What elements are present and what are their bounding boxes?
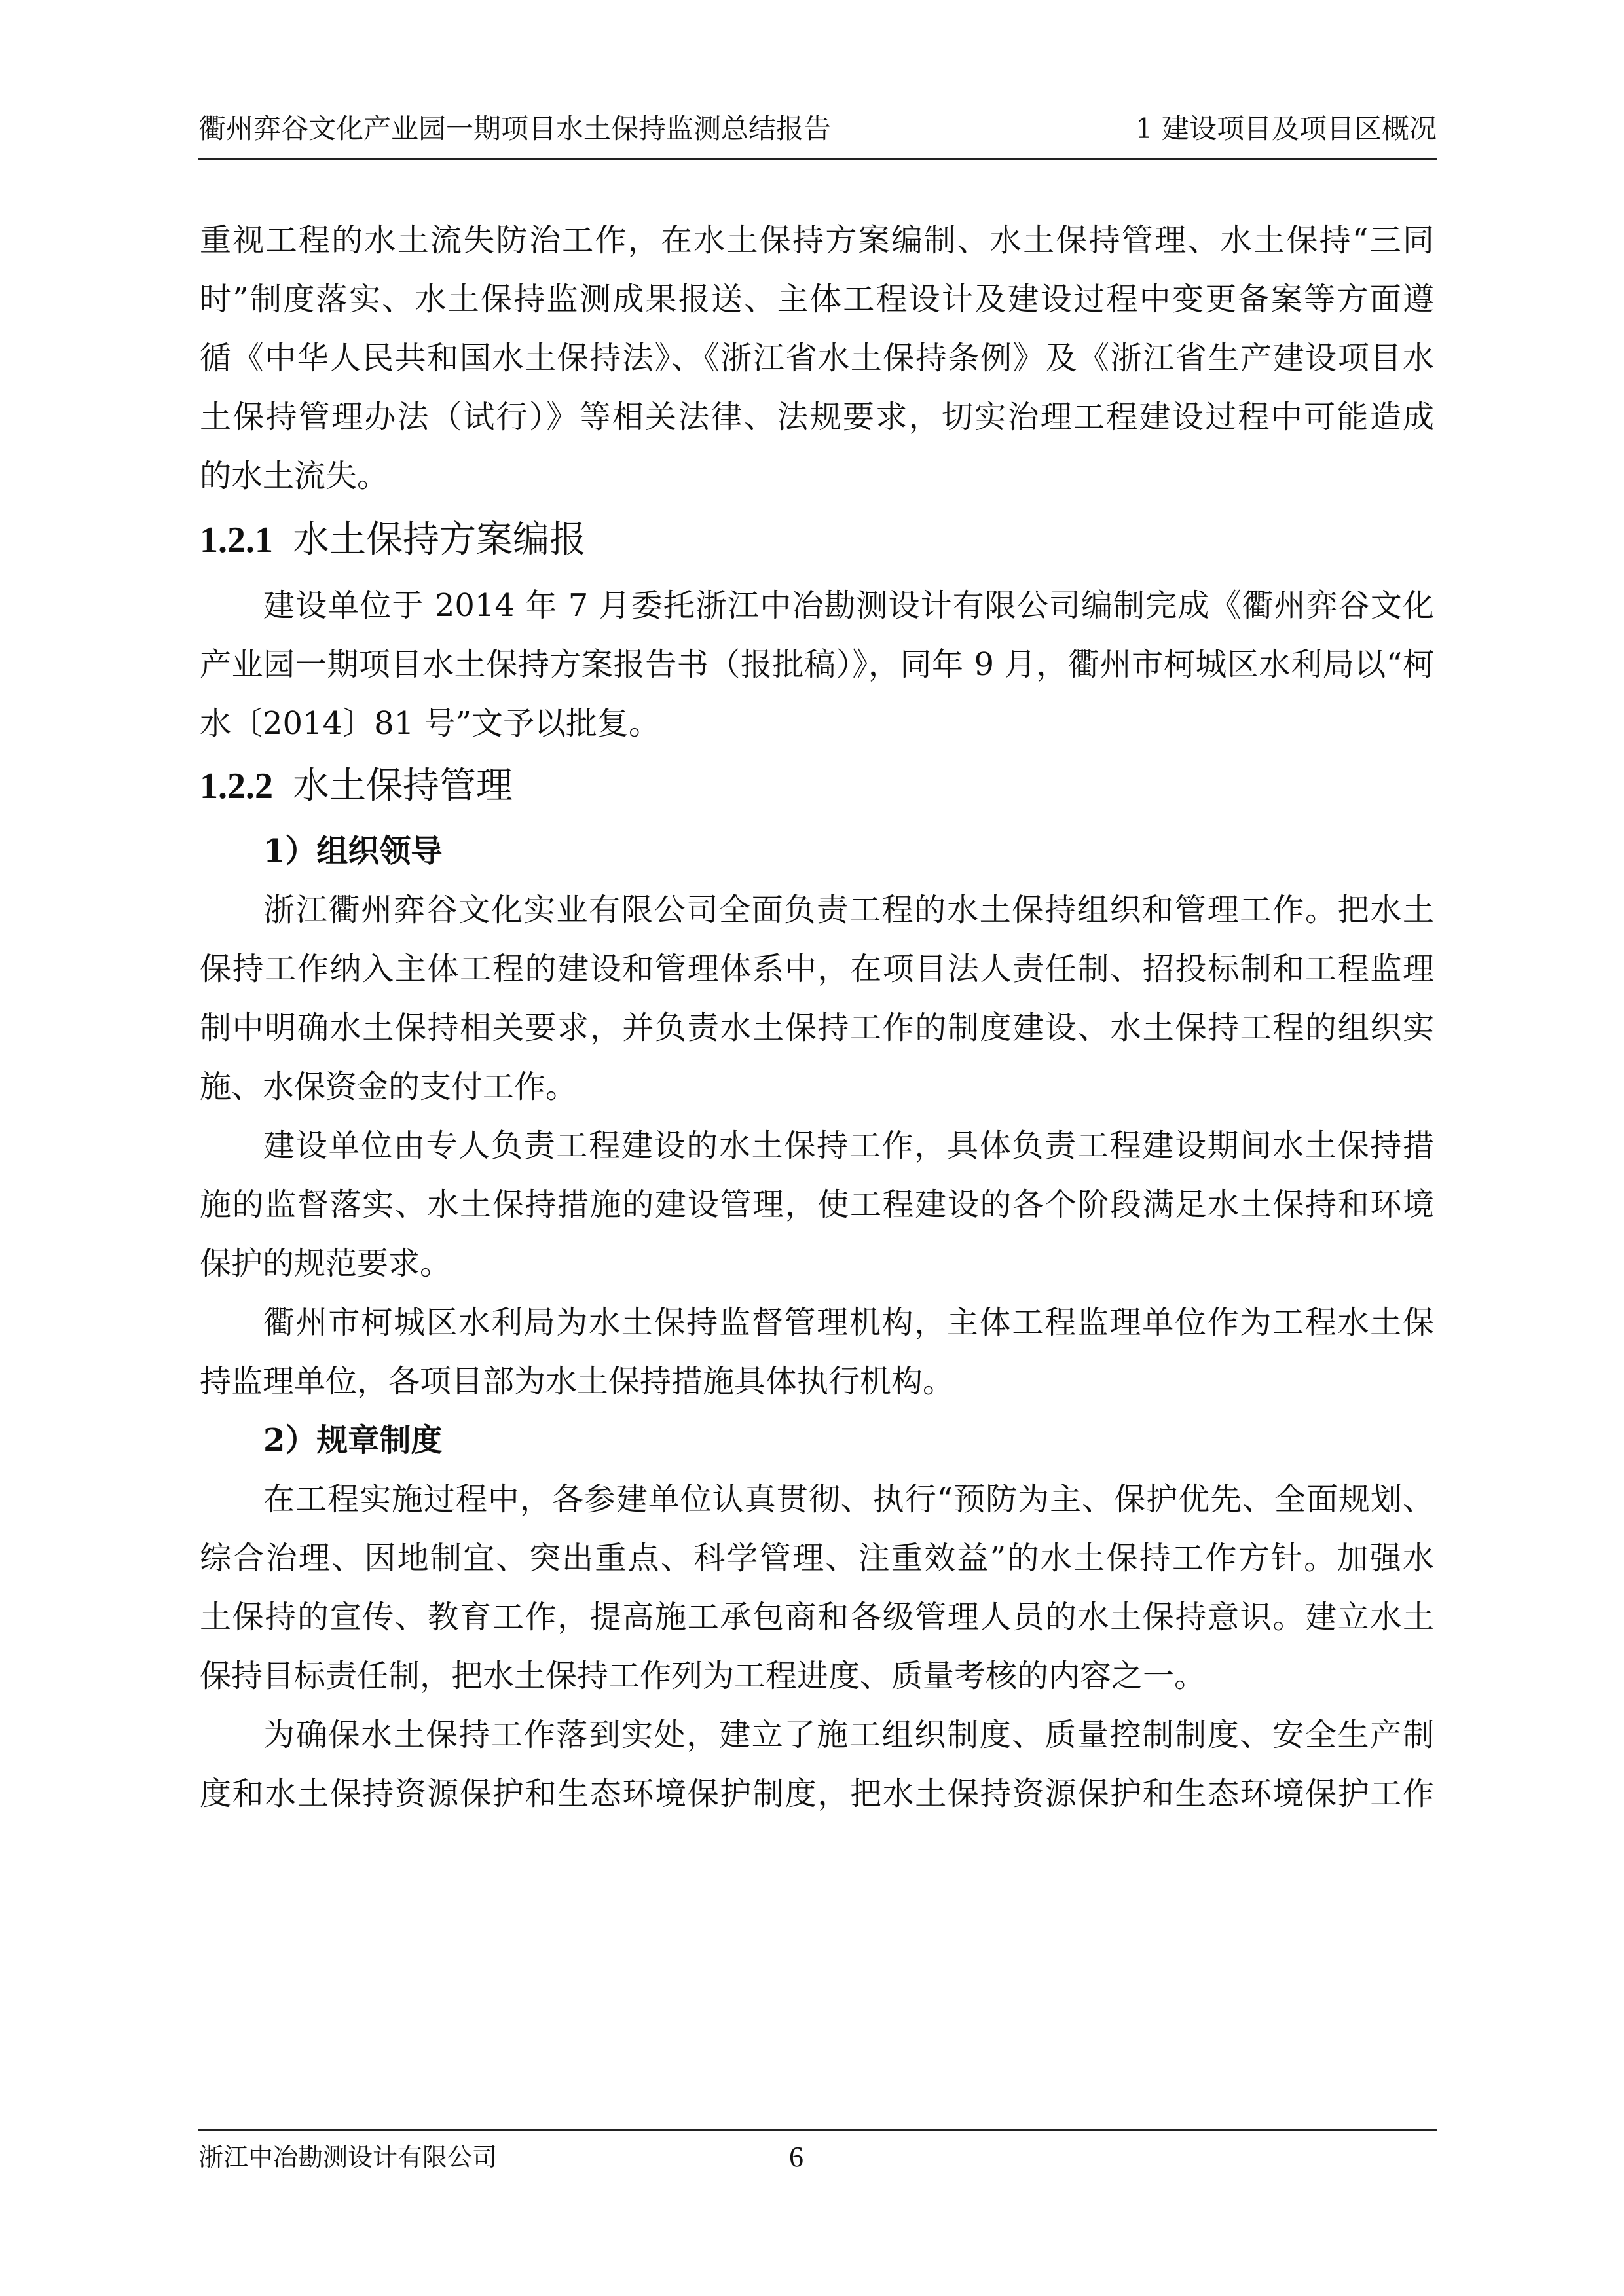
text-line: 土保持管理办法（试行）》等相关法律、法规要求，切实治理工程建设过程中可能造成 xyxy=(200,399,1434,435)
text-line: 土保持的宣传、教育工作，提高施工承包商和各级管理人员的水土保持意识。建立水土 xyxy=(200,1599,1434,1635)
text-line: 建设单位由专人负责工程建设的水土保持工作，具体负责工程建设期间水土保持措 xyxy=(263,1127,1434,1164)
header-title: 衢州弈谷文化产业园一期项目水土保持监测总结报告 xyxy=(198,113,832,145)
text-line: 重视工程的水土流失防治工作，在水土保持方案编制、水土保持管理、水土保持“三同 xyxy=(200,222,1434,259)
text-line: 施、水保资金的支付工作。 xyxy=(200,1068,578,1105)
text-line: 综合治理、因地制宜、突出重点、科学管理、注重效益”的水土保持工作方针。加强水 xyxy=(200,1540,1434,1576)
header-chapter: 1 建设项目及项目区概况 xyxy=(1135,113,1437,145)
section-title: 水土保持方案编报 xyxy=(293,519,586,561)
subsection-heading: 1）组织领导 xyxy=(263,833,443,869)
text-line: 持监理单位，各项目部为水土保持措施具体执行机构。 xyxy=(200,1363,955,1400)
header-rule xyxy=(198,158,1437,160)
footer-rule xyxy=(198,2129,1437,2131)
section-number: 1.2.2 xyxy=(200,766,273,807)
text-line: 保持目标责任制，把水土保持工作列为工程进度、质量考核的内容之一。 xyxy=(200,1658,1206,1694)
text-line: 循《中华人民共和国水土保持法》、《浙江省水土保持条例》及《浙江省生产建设项目水 xyxy=(200,340,1434,376)
text-line: 浙江衢州弈谷文化实业有限公司全面负责工程的水土保持组织和管理工作。把水土 xyxy=(263,892,1434,928)
subsection-heading: 2）规章制度 xyxy=(263,1422,443,1459)
footer-company: 浙江中冶勘测设计有限公司 xyxy=(198,2143,498,2172)
text-line: 施的监督落实、水土保持措施的建设管理，使工程建设的各个阶段满足水土保持和环境 xyxy=(200,1186,1434,1223)
text-line: 保护的规范要求。 xyxy=(200,1245,452,1282)
section-number: 1.2.1 xyxy=(200,520,273,560)
page-number: 6 xyxy=(789,2141,803,2173)
text-line: 在工程实施过程中，各参建单位认真贯彻、执行“预防为主、保护优先、全面规划、 xyxy=(263,1481,1434,1518)
section-heading-1-2-2 xyxy=(200,765,513,807)
section-title: 水土保持管理 xyxy=(293,765,513,807)
text-line: 建设单位于 2014 年 7 月委托浙江中冶勘测设计有限公司编制完成《衢州弈谷文化 xyxy=(263,587,1434,624)
text-line: 为确保水土保持工作落到实处，建立了施工组织制度、质量控制制度、安全生产制 xyxy=(263,1717,1434,1753)
text-line: 制中明确水土保持相关要求，并负责水土保持工作的制度建设、水土保持工程的组织实 xyxy=(200,1010,1434,1046)
text-line: 衢州市柯城区水利局为水土保持监督管理机构，主体工程监理单位作为工程水土保 xyxy=(263,1304,1434,1341)
text-line: 水〔2014〕81 号”文予以批复。 xyxy=(200,705,661,742)
text-line: 产业园一期项目水土保持方案报告书（报批稿）》，同年 9 月，衢州市柯城区水利局以“柯 xyxy=(200,646,1434,683)
text-line: 度和水土保持资源保护和生态环境保护制度，把水土保持资源保护和生态环境保护工作 xyxy=(200,1776,1434,1812)
text-line: 保持工作纳入主体工程的建设和管理体系中，在项目法人责任制、招投标制和工程监理 xyxy=(200,951,1434,987)
text-line: 时”制度落实、水土保持监测成果报送、主体工程设计及建设过程中变更备案等方面遵 xyxy=(200,281,1434,318)
text-line: 的水土流失。 xyxy=(200,458,389,494)
section-heading-1-2-1 xyxy=(200,519,586,561)
